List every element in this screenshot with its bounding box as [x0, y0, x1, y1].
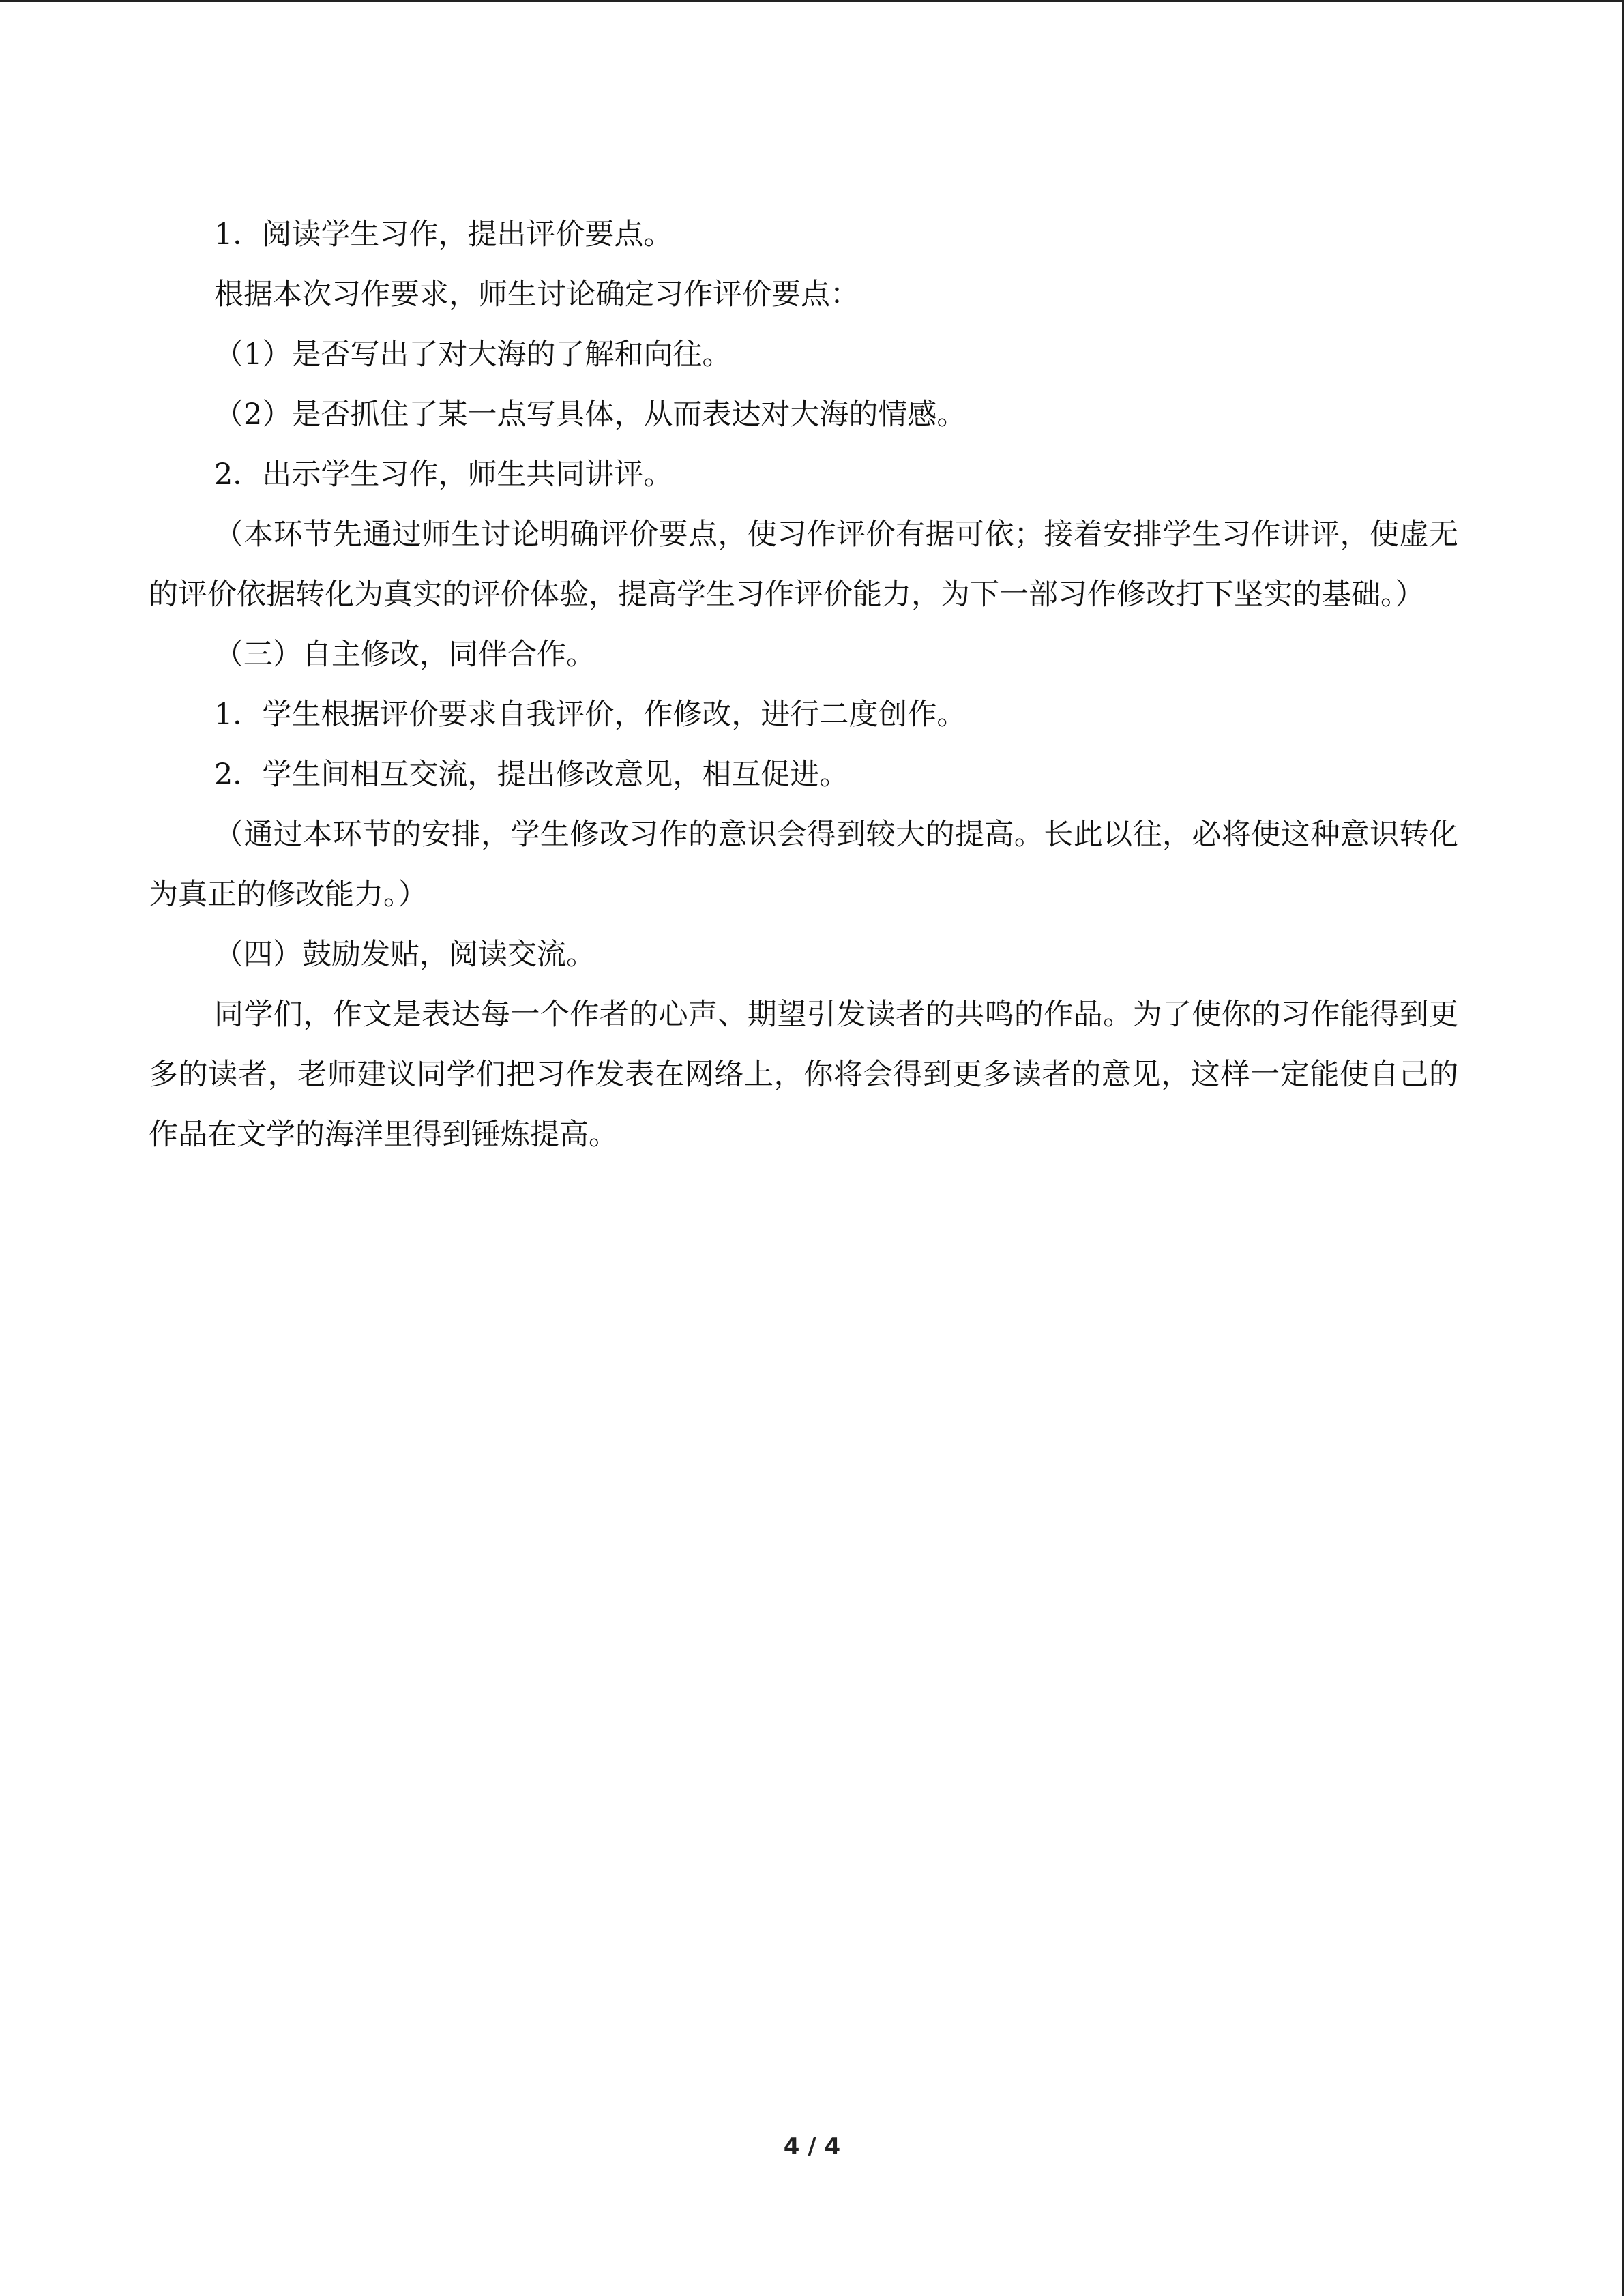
page-number: 4 / 4	[783, 2133, 841, 2160]
paragraph-6: （本环节先通过师生讨论明确评价要点，使习作评价有据可依；接着安排学生习作讲评，使虚无的评价依据转化为真实的评价体验，提高学生习作评价能力，为下一部习作修改打下坚实的基础。）	[149, 518, 1458, 612]
paragraph-1: 1．阅读学生习作，提出评价要点。	[214, 218, 673, 252]
paragraph-11: （四）鼓励发贴，阅读交流。	[214, 938, 595, 972]
paragraph-12: 同学们，作文是表达每一个作者的心声、期望引发读者的共鸣的作品。为了使你的习作能得到更多的读者，老师建议同学们把习作发表在网络上，你将会得到更多读者的意见，这样一定能使自己的作品在文学的海洋里得到锤炼提高。	[149, 998, 1458, 1152]
paragraph-4: （2）是否抓住了某一点写具体，从而表达对大海的情感。	[214, 398, 966, 432]
paragraph-7: （三）自主修改，同伴合作。	[214, 638, 595, 672]
paragraph-3: （1）是否写出了对大海的了解和向往。	[214, 338, 732, 372]
paragraph-8: 1．学生根据评价要求自我评价，作修改，进行二度创作。	[214, 698, 966, 732]
document-body	[149, 205, 1458, 1165]
paragraph-5: 2．出示学生习作，师生共同讲评。	[214, 458, 673, 492]
paragraph-10: （通过本环节的安排，学生修改习作的意识会得到较大的提高。长此以往，必将使这种意识转化为真正的修改能力。）	[149, 818, 1458, 912]
paragraph-9: 2．学生间相互交流，提出修改意见，相互促进。	[214, 758, 849, 792]
paragraph-2: 根据本次习作要求，师生讨论确定习作评价要点：	[214, 278, 859, 312]
